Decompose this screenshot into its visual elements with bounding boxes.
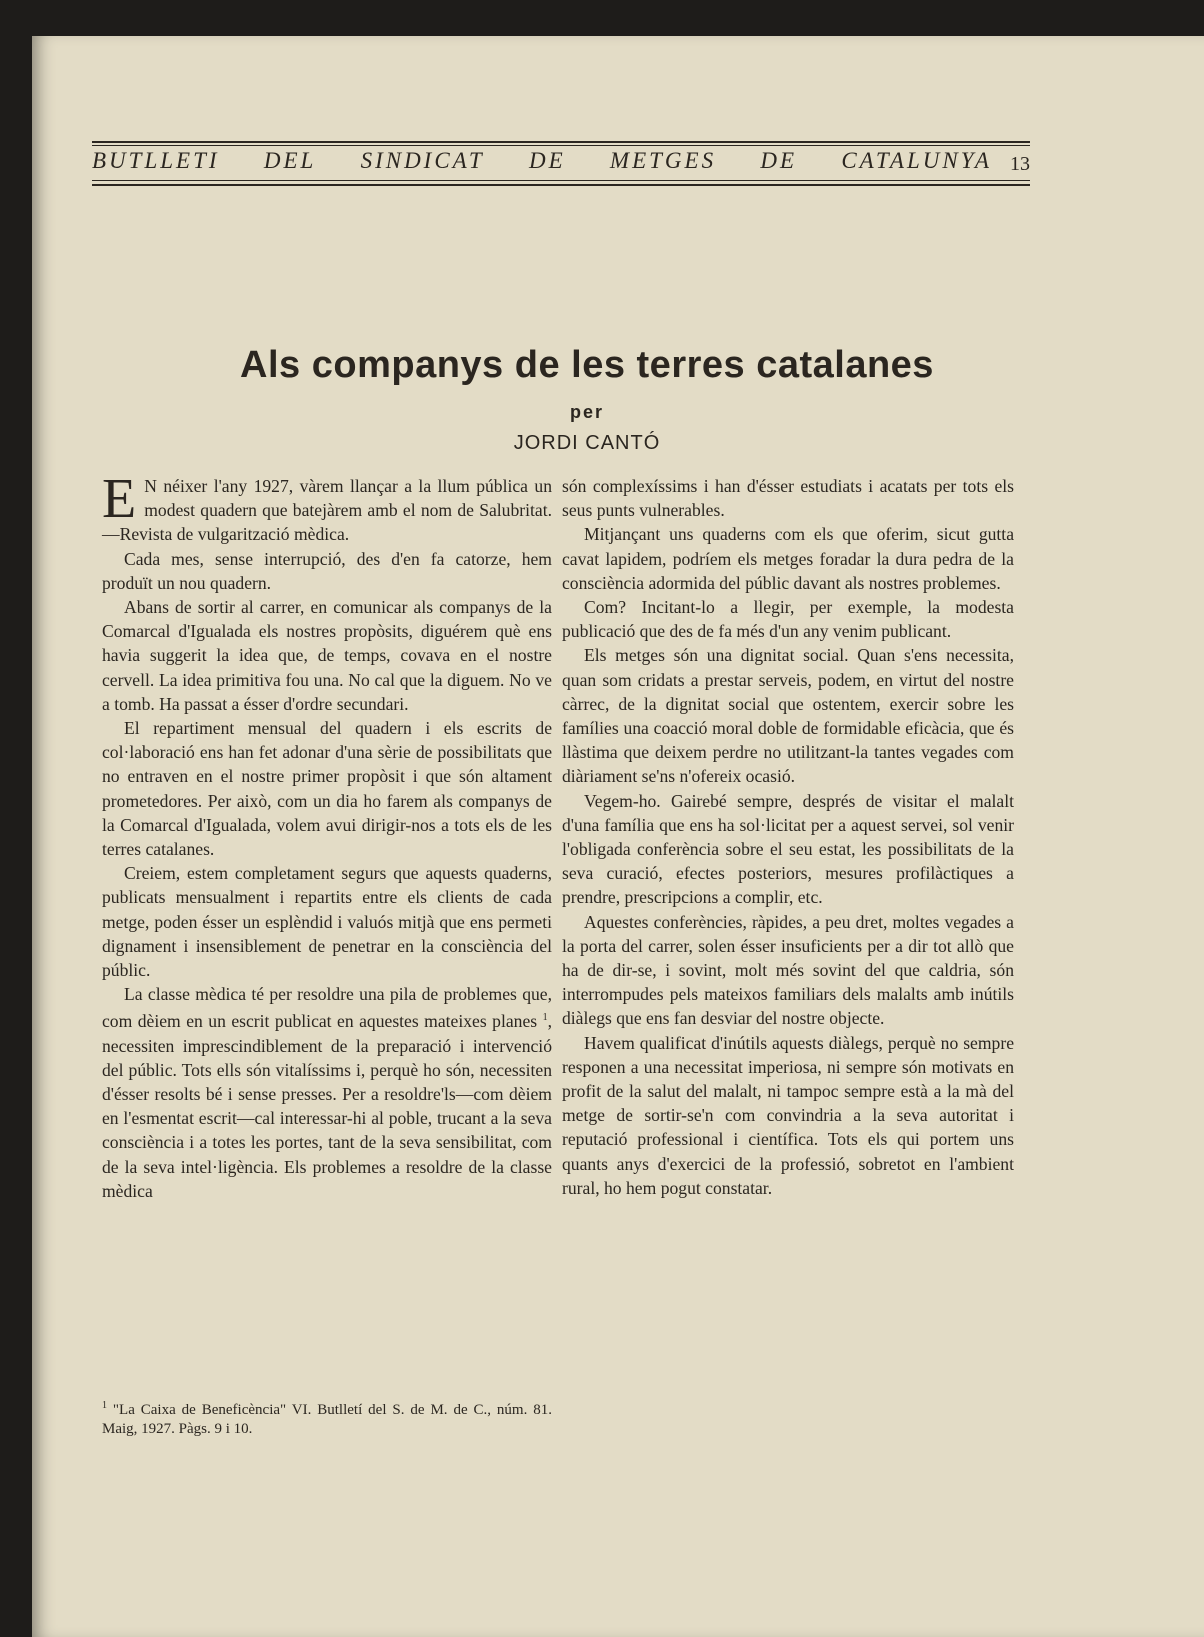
running-head-word: DE	[760, 148, 798, 173]
paragraph: Creiem, estem completament segurs que aquests quaderns, publicats mensualment i repartits entre els clients de cada metge, poden ésser un esplèndid i valuós mitjà que ens permeti dignament i insensiblement de penetrar en la consciència del públic.	[102, 863, 552, 981]
paragraph: Com? Incitant-lo a llegir, per exemple, la modesta publicació que des de fa més d'un any venim publicant.	[562, 597, 1014, 642]
byline-prefix: per	[569, 402, 604, 422]
page-number: 13	[1010, 153, 1030, 175]
paragraph: El repartiment mensual del quadern i els escrits de col·laboració ens han fet adonar d'una sèrie de possibilitats que no entraven en el nostre primer propòsit i que són altament prometedores. Per això, com un dia ho farem als companys de la Comarcal d'Igualada, volem avui dirigir-nos a tots els de les terres catalanes.	[102, 718, 552, 860]
paragraph: Cada mes, sense interrupció, des d'en fa catorze, hem produït un nou quadern.	[102, 548, 552, 593]
paragraph: Havem qualificat d'inútils aquests diàlegs, perquè no sempre responen a una necessitat imperiosa, ni sempre són motivats en profit de la salut del malalt, ni tampoc sempre està a la mà del metge de sortir-se'n com convindria a la seva autoritat i reputació professional i científica. Tots els qui portem uns quants anys d'exercici de la professió, sobretot en l'ambient rural, ho hem pogut constatar.	[562, 1032, 1014, 1198]
running-head-word: CATALUNYA	[841, 148, 992, 173]
drop-cap: E	[102, 468, 137, 530]
paragraph: Abans de sortir al carrer, en comunicar als companys de la Comarcal d'Igualada els nostres propòsits, diguérem què ens havia suggerit la idea que, de temps, covava en el nostre cervell. La idea primitiva fou una. No cal que la diguem. No ve a tomb. Ha passat a ésser d'ordre secundari.	[102, 597, 552, 714]
paragraph-text: La classe mèdica té per resoldre una pila de problemes que, com dèiem en un escrit publicat en aquestes mateixes planes	[102, 984, 552, 1032]
header-rule-bottom-thin	[92, 180, 1030, 181]
footnote	[102, 1396, 552, 1439]
running-head-word: SINDICAT	[360, 148, 485, 173]
paragraph: Mitjançant uns quaderns com els que oferim, sicut gutta cavat lapidem, podríem els metges foradar la dura pedra de la consciència adormida del públic davant als nostres problemes.	[562, 524, 1014, 593]
article-author: JORDI CANTÓ	[513, 432, 661, 454]
left-column	[102, 468, 552, 1203]
running-head	[92, 148, 992, 174]
running-head-word: DEL	[263, 148, 317, 173]
paragraph-text: N néixer l'any 1927, vàrem llançar a la llum pública un modest quadern que batejàrem amb el nom de Salubritat.—Revista de vulgarització mèdica.	[102, 476, 552, 545]
running-head-word: BUTLLETI	[92, 148, 220, 173]
paragraph: són complexíssims i han d'ésser estudiats i acatats per tots els seus punts vulnerables.	[562, 476, 1014, 521]
right-column	[562, 474, 1014, 1200]
footnote-text: "La Caixa de Beneficència" VI. Butlletí del S. de M. de C., núm. 81. Maig, 1927. Pàgs. 9 i 10.	[102, 1402, 553, 1437]
running-head-word: METGES	[609, 148, 717, 173]
header-rule-top-thin	[92, 145, 1030, 146]
footnote-marker: 1	[102, 1400, 107, 1411]
document-page	[32, 36, 1204, 1637]
header-rule-top	[92, 141, 1030, 143]
running-head-word: DE	[528, 148, 566, 173]
paragraph: Els metges són una dignitat social. Quan s'ens necessita, quan som cridats a prestar serveis, podem, en virtut del nostre càrrec, de la dignitat social que ostentem, exercir sobre les famílies una coacció moral doble de formidable eficàcia, que és llàstima que deixem perdre no utilitzant-la tantes vegades com diàriament se'ns n'ofereix ocasió.	[562, 645, 1014, 787]
paragraph	[102, 468, 552, 547]
footnote-ref: 1	[542, 1012, 548, 1024]
paragraph-text: , necessiten imprescindiblement de la preparació i intervenció del públic. Tots ells són vitalíssims i, perquè ho són, necessiten d'ésser resolts bé i sense presses. Per a resoldre'ls—com dèiem en l'esmentat escrit—cal interessar-hi al poble, trucant a la seva consciència i a totes les portes, tant de la seva sensibilitat, com de la seva intel·ligència. Els problemes a resoldre de la classe mèdica	[102, 1011, 552, 1201]
header-rule-bottom	[92, 184, 1030, 186]
paragraph	[102, 982, 552, 1203]
paragraph: Vegem-ho. Gairebé sempre, després de visitar el malalt d'una família que ens ha sol·licitat per a aquest servei, sol venir l'obligada conferència sobre el seu estat, les possibilitats de la seva curació, efectes posteriors, mesures profilàctiques a prendre, prescripcions a complir, etc.	[562, 790, 1014, 908]
paragraph: Aquestes conferències, ràpides, a peu dret, moltes vegades a la porta del carrer, solen ésser insuficients per a dir tot allò que ha de dir-se, i sovint, molt més sovint del que caldria, són interrompudes pels mateixos familiars dels malalts amb inútils diàlegs que ens fan desviar del nostre objecte.	[562, 911, 1014, 1029]
page-header	[92, 106, 1030, 196]
article-title: Als companys de les terres catalanes	[240, 344, 934, 386]
